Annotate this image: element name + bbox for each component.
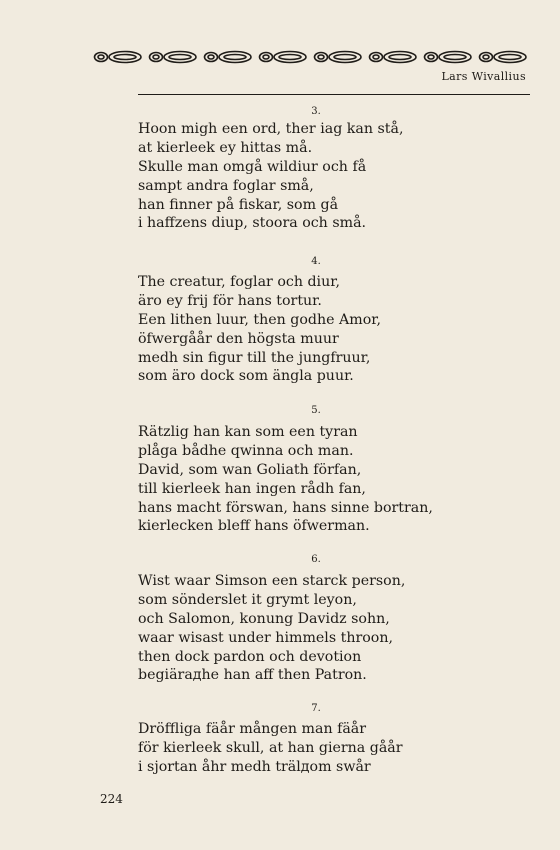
verse-line: för kierleek skull, at han gierna gåår (138, 739, 403, 756)
verse-line: waar wisast under himmels throon, (138, 629, 393, 646)
verse-line: till kierleek han ingen rådh fan, (138, 480, 366, 497)
verse-line: at kierleek ey hittas må. (138, 139, 313, 156)
stanza-number: 7. (311, 703, 321, 714)
verse-line: Hoon migh een ord, ther iag kan stå, (138, 121, 404, 137)
verse-line: öfwergåår den högsta muur (138, 330, 339, 347)
verse-line: Dröffliga fäår mången man fäår (138, 721, 367, 737)
page-number: 224 (100, 792, 123, 806)
verse-line: hans macht förswan, hans sinne bortran, (138, 499, 433, 516)
verse-line: Wist waar Simson een starck person, (138, 573, 406, 589)
verse-line: Een lithen luur, then godhe Amor, (138, 311, 382, 328)
verse-line: The creatur, foglar och diur, (138, 274, 340, 290)
verse-line: medh sin figur till the jungfruur, (138, 349, 371, 366)
header-rule (138, 94, 530, 95)
verse-line: Rätzlig han kan som een tyran (138, 424, 358, 440)
verse-line: och Salomon, konung Davidz sohn, (138, 610, 390, 627)
stanza (138, 120, 518, 233)
verse-line: han finner på fiskar, som gå (138, 196, 339, 213)
stanza-number: 4. (311, 256, 321, 267)
verse-line: David, som wan Goliath förfan, (138, 461, 362, 478)
stanza (138, 720, 518, 777)
verse-line: kierlecken bleff hans öfwerman. (138, 518, 370, 535)
verse-line: sampt andra foglar små, (138, 177, 314, 194)
verse-line: then dock pardon och devotion (138, 648, 362, 665)
stanza (138, 423, 518, 536)
stanza-number: 5. (311, 405, 321, 416)
verse-line: Skulle man omgå wildiur och få (138, 158, 367, 175)
verse-line: i haffzens diup, stoora och små. (138, 215, 367, 232)
stanza-number: 6. (311, 554, 321, 565)
running-head: Lars Wivallius (441, 70, 526, 83)
verse-line: som äro dock som ängla puur. (138, 368, 354, 385)
stanza (138, 572, 518, 685)
ornamental-border (92, 50, 532, 64)
verse-line: plåga bådhe qwinna och man. (138, 442, 354, 459)
stanza-number: 3. (311, 106, 321, 117)
verse-line: begiärадhe han aff then Patron. (138, 667, 367, 684)
stanza (138, 273, 518, 386)
verse-line: äro ey frij för hans tortur. (138, 292, 322, 309)
verse-line: som sönderslet it grymt leyon, (138, 591, 357, 608)
verse-line: i sjortan åhr medh trälдom swår (138, 758, 371, 775)
